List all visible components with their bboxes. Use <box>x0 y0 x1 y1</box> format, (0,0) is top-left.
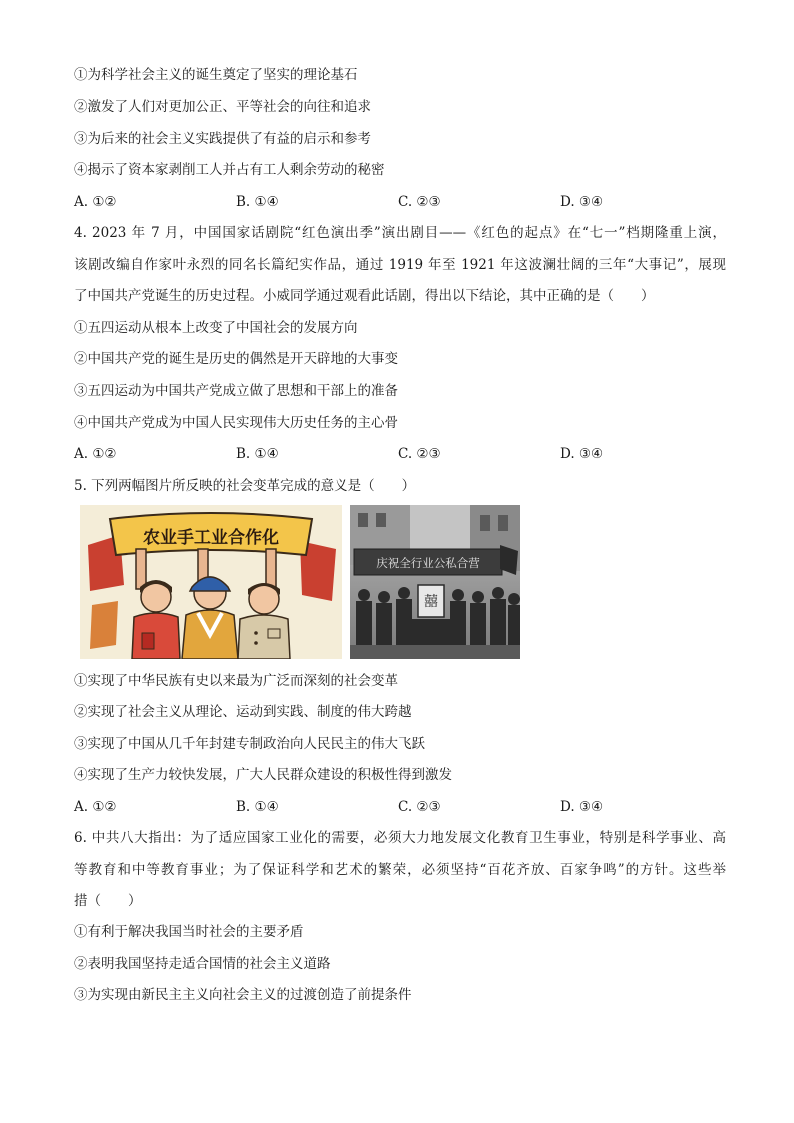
q3-statement-3: ③为后来的社会主义实践提供了有益的启示和参考 <box>74 131 371 147</box>
q4-option-c[interactable]: C. ②③ <box>398 446 441 462</box>
q6-stem-line-1: 6. 中共八大指出：为了适应国家工业化的需要，必须大力地发展文化教育卫生事业，特别是科学事业、高 <box>74 830 726 846</box>
q4-option-b[interactable]: B. ①④ <box>236 446 279 462</box>
q4-statement-1: ①五四运动从根本上改变了中国社会的发展方向 <box>74 320 358 336</box>
q6-statement-1: ①有利于解决我国当时社会的主要矛盾 <box>74 924 304 940</box>
cooperative-poster-image <box>80 505 342 659</box>
q4-option-d[interactable]: D. ③④ <box>560 446 604 462</box>
q4-statement-4: ④中国共产党成为中国人民实现伟大历史任务的主心骨 <box>74 415 398 431</box>
q5-statement-3: ③实现了中国从几千年封建专制政治向人民民主的伟大飞跃 <box>74 736 425 752</box>
q4-statement-3: ③五四运动为中国共产党成立做了思想和干部上的准备 <box>74 383 398 399</box>
q5-option-a[interactable]: A. ①② <box>74 799 117 815</box>
q4-stem-line-2: 该剧改编自作家叶永烈的同名长篇纪实作品，通过 1919 年至 1921 年这波澜壮阔的三年“大事记”，展现 <box>74 257 726 273</box>
q5-option-b[interactable]: B. ①④ <box>236 799 279 815</box>
q5-statement-4: ④实现了生产力较快发展，广大人民群众建设的积极性得到激发 <box>74 767 452 783</box>
q6-stem-line-3: 措（ ） <box>74 893 142 909</box>
q5-option-d[interactable]: D. ③④ <box>560 799 604 815</box>
photo-banner-text: 庆祝全行业公私合营 <box>376 556 480 570</box>
poster-banner-text: 农业手工业合作化 <box>143 528 279 548</box>
q3-statement-1: ①为科学社会主义的诞生奠定了坚实的理论基石 <box>74 67 358 83</box>
q4-option-a[interactable]: A. ①② <box>74 446 117 462</box>
svg-text:囍: 囍 <box>424 594 438 610</box>
q4-stem-line-3: 了中国共产党诞生的历史过程。小威同学通过观看此话剧，得出以下结论，其中正确的是（ ） <box>74 288 655 304</box>
q6-statement-3: ③为实现由新民主主义向社会主义的过渡创造了前提条件 <box>74 987 412 1003</box>
q3-option-a[interactable]: A. ①② <box>74 194 117 210</box>
q5-statement-2: ②实现了社会主义从理论、运动到实践、制度的伟大跨越 <box>74 704 412 720</box>
q6-statement-2: ②表明我国坚持走适合国情的社会主义道路 <box>74 956 331 972</box>
q3-option-d[interactable]: D. ③④ <box>560 194 604 210</box>
q3-statement-4: ④揭示了资本家剥削工人并占有工人剩余劳动的秘密 <box>74 162 385 178</box>
q5-statement-1: ①实现了中华民族有史以来最为广泛而深刻的社会变革 <box>74 673 398 689</box>
q5-stem: 5. 下列两幅图片所反映的社会变革完成的意义是（ ） <box>74 478 416 494</box>
q3-statement-2: ②激发了人们对更加公正、平等社会的向往和追求 <box>74 99 371 115</box>
q3-option-c[interactable]: C. ②③ <box>398 194 441 210</box>
q6-stem-line-2: 等教育和中等教育事业；为了保证科学和艺术的繁荣，必须坚持“百花齐放、百家争鸣”的方针。这些举 <box>74 862 726 878</box>
q4-statement-2: ②中国共产党的诞生是历史的偶然是开天辟地的大事变 <box>74 351 398 367</box>
q3-option-b[interactable]: B. ①④ <box>236 194 279 210</box>
q5-option-c[interactable]: C. ②③ <box>398 799 441 815</box>
q4-stem-line-1: 4. 2023 年 7 月，中国国家话剧院“红色演出季”演出剧目——《红色的起点》在“七一”档期隆重上演， <box>74 225 726 241</box>
public-private-partnership-photo <box>350 505 520 659</box>
